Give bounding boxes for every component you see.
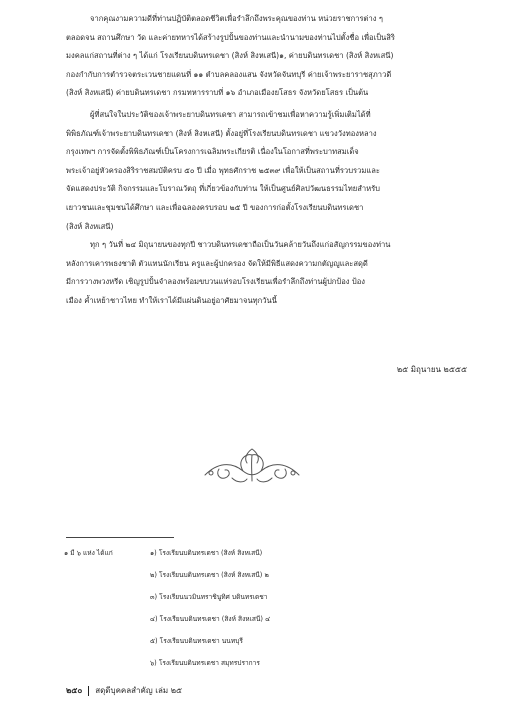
text-line: (สิงห์ สิงหเสนี) ค่ายบดินทรเดชา กรมทหารราบที่ ๑๖ อำเภอเมืองยโสธร จังหวัดยโสธร เป็นต้น (66, 88, 369, 98)
book-title: สดุดีบุคคลสำคัญ เล่ม ๒๕ (95, 686, 183, 695)
text-line: กองกำกับการตำรวจตระเวนชายแดนที่ ๑๑ ตำบลคลองแสน จังหวัดจันทบุรี ค่ายเจ้าพระยาราชสุภาวดี (66, 69, 392, 79)
paragraph-3 (66, 236, 468, 310)
footnote-list (150, 547, 270, 679)
floral-ornament-icon (197, 445, 307, 489)
signature-date: ๒๕ มิถุนายน ๒๕๕๕ (396, 365, 467, 374)
text-line: จากคุณงามความดีที่ท่านปฏิบัติตลอดชีวิตเพื่อรำลึกถึงพระคุณของท่าน หน่วยราชการต่าง ๆ (90, 14, 383, 23)
text-line: เมือง ค้ำเหย้าชาวไทย ทำให้เราได้มีแผ่นดินอยู่อาศัยมาจนทุกวันนี้ (66, 295, 277, 305)
text-line: กรุงเทพฯ การจัดตั้งพิพิธภัณฑ์เป็นโครงการเฉลิมพระเกียรติ เนื่องในโอกาสที่พระบาทสมเด็จ (66, 147, 359, 157)
page-number: ๒๕๐ (66, 686, 83, 695)
footnote-item: ๕) โรงเรียนบดินทรเดชา นนทบุรี (150, 637, 243, 645)
footnote-item: ๔) โรงเรียนบดินทรเดชา (สิงห์ สิงหเสนี) ๔ (150, 615, 271, 623)
footer-divider (88, 686, 89, 696)
text-line: หลังการเคารพธงชาติ ตัวแทนนักเรียน ครูและผู้ปกครอง จัดให้มีพิธีแสดงความกตัญญูและสดุดี (66, 258, 368, 268)
footnote-item: ๓) โรงเรียนนวมินทราชินูทิศ บดินทรเดชา (150, 593, 268, 601)
footnote-item: ๖) โรงเรียนบดินทรเดชา สมุทรปราการ (150, 659, 260, 667)
text-line: จัดแสดงประวัติ กิจกรรมและโบราณวัตถุ ที่เกี่ยวข้องกับท่าน ให้เป็นศูนย์ศิลปวัฒนธรรมไทยสำหรับ (66, 184, 380, 194)
paragraph-1 (66, 10, 468, 103)
text-line: มงคลแก่สถานที่ต่าง ๆ ได้แก่ โรงเรียนบดินทรเดชา (สิงห์ สิงหเสนี)๑, ค่ายบดินทรเดชา (สิงห์ สิงหเสนี) (66, 51, 394, 61)
text-line: (สิงห์ สิงหเสนี) (66, 221, 114, 231)
footnote-prefix: ๑ มี ๖ แห่ง ได้แก่ (64, 549, 113, 557)
text-line: เยาวชนและชุมชนได้ศึกษา และเพื่อฉลองครบรอบ ๒๕ ปี ของการก่อตั้งโรงเรียนบดินทรเดชา (66, 202, 364, 212)
text-line: มีการวางพวงหรีด เชิญรูปปั้นจำลองพร้อมขบวนแห่รอบโรงเรียนเพื่อรำลึกถึงท่านผู้ปกป้อง ป้อง (66, 277, 365, 287)
text-line: พิพิธภัณฑ์เจ้าพระยาบดินทรเดชา (สิงห์ สิงหเสนี) ตั้งอยู่ที่โรงเรียนบดินทรเดชา แขวงวังทองหลาง (66, 128, 377, 138)
page-footer (66, 684, 182, 697)
text-line: ผู้ที่สนใจในประวัติของเจ้าพระยาบดินทรเดชา สามารถเข้าชมเพื่อหาความรู้เพิ่มเติมได้ที่ (90, 110, 371, 119)
footnote-separator (66, 537, 174, 538)
text-line: ตลอดจน สถานศึกษา วัด และค่ายทหารได้สร้างรูปปั้นของท่านและนำนามของท่านไปตั้งชื่อ เพื่อเป็นสิริ (66, 32, 395, 42)
paragraph-2 (66, 106, 468, 236)
footnote-item: ๑) โรงเรียนบดินทรเดชา (สิงห์ สิงหเสนี) (150, 549, 263, 557)
text-line: ทุก ๆ วันที่ ๒๔ มิถุนายนของทุกปี ชาวบดินทรเดชาถือเป็นวันคล้ายวันถึงแก่อสัญกรรมของท่าน (90, 240, 391, 249)
footnote-item: ๒) โรงเรียนบดินทรเดชา (สิงห์ สิงหเสนี) ๒ (150, 571, 269, 579)
text-line: พระเจ้าอยู่หัวครองสิริราชสมบัติครบ ๕๐ ปี เมื่อ พุทธศักราช ๒๕๓๙ เพื่อให้เป็นสถานที่รวบรวมและ (66, 165, 380, 175)
